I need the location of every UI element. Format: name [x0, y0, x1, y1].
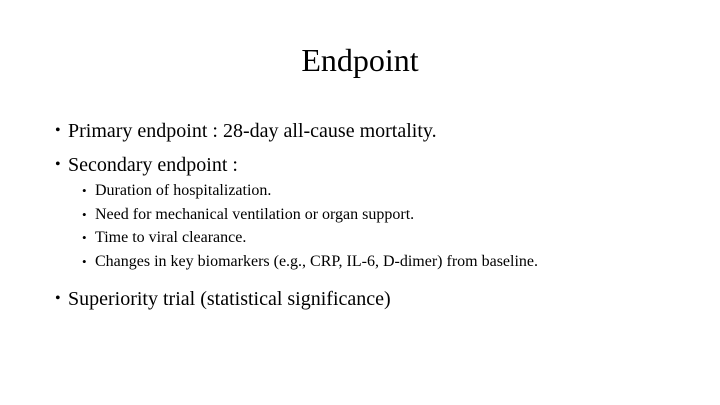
slide-title: Endpoint — [301, 42, 419, 78]
sub-bullet-dot-icon: • — [82, 253, 87, 269]
bullet-text: Secondary endpoint : — [68, 154, 238, 176]
sub-bullet-text: Need for mechanical ventilation or organ support. — [95, 205, 415, 223]
sub-bullet-text: Time to viral clearance. — [95, 229, 247, 246]
sub-bullet-item — [82, 226, 695, 250]
bullet-dot-icon: • — [55, 290, 61, 307]
bullet-text: Superiority trial (statistical significance) — [68, 288, 391, 310]
sub-bullet-dot-icon: • — [82, 183, 87, 198]
sub-bullet-text: Duration of hospitalization. — [95, 182, 272, 199]
sub-bullet-item — [82, 179, 695, 203]
slide-body — [55, 118, 695, 312]
bullet-text: Primary endpoint : 28-day all-cause mortality. — [68, 120, 437, 142]
sub-bullet-dot-icon: • — [82, 206, 87, 222]
bullet-superiority-trial — [55, 286, 695, 312]
bullet-secondary-endpoint — [55, 152, 695, 178]
sub-bullet-text: Changes in key biomarkers (e.g., CRP, IL-6, D-dimer) from baseline. — [95, 252, 539, 270]
sub-bullet-item — [82, 203, 695, 227]
sub-bullet-dot-icon: • — [82, 230, 87, 245]
sub-bullet-item — [82, 250, 695, 274]
bullet-dot-icon: • — [55, 122, 61, 139]
secondary-endpoint-list — [82, 179, 695, 273]
bullet-dot-icon: • — [55, 156, 61, 173]
bullet-primary-endpoint — [55, 118, 695, 144]
